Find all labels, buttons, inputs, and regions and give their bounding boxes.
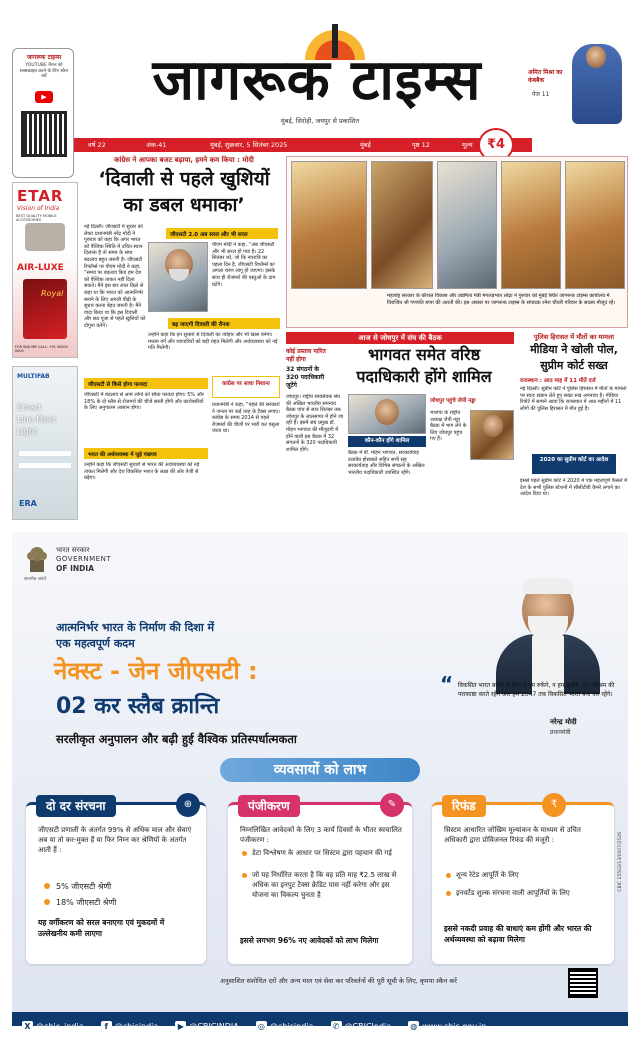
masthead-promo (528, 44, 628, 128)
nadda-photo (470, 410, 514, 460)
bhagwat-photo (348, 394, 426, 434)
light-bar-product (19, 451, 71, 456)
multifab-brand: MULTIFAB (17, 373, 50, 380)
social-website[interactable] (408, 1021, 486, 1032)
multifab-line-3: Light (17, 427, 37, 436)
benefits-title: व्यवसायों को लाभ (220, 758, 420, 782)
rss-who-title: कौन-कौन होंगे शामिल (348, 436, 426, 447)
benefit-card-1-bullet-2: 18% जीएसटी श्रेणी (56, 898, 117, 907)
social-website-url: www.cbic.gov.in (422, 1022, 487, 1031)
instagram-icon: ◎ (256, 1021, 267, 1032)
gst-box-5-title: भारत की अर्थव्यवस्था में जुड़े पंखपत्र (84, 448, 208, 459)
gov-line-2: GOVERNMENT (56, 555, 112, 563)
right-kicker: पुलिस हिरासत में मौतों का मामला (533, 333, 615, 341)
etar-tagline: Vision of India (17, 205, 60, 212)
social-instagram-handle: @cbicindia (269, 1022, 314, 1031)
etar-product-name-2: Royal (41, 289, 64, 298)
photo-story-caption: महाराष्ट्र सरकार के कौशल विकास और उद्यमिता मंत्री मंगलप्रभात लोढ़ा ने गुरुवार को मुंबई स्थित जागरूक टाइम्स कार्यालय में विराजित श्री गणपति बप्पा की आरती की। इस अवसर पर जागरूक टाइम्स के संपादक रमेश चौधरी परिवार के सदस्य मौजूद रहे। (387, 293, 616, 306)
ad-footnote: अनुसाशित संशोधित दरों और अन्य माल एवं सेवा कर परिवर्तनों की पूरी सूची के लिए, कृपया स्कैन करें (220, 977, 457, 985)
social-youtube[interactable] (175, 1021, 238, 1032)
gst-box-3 (84, 378, 208, 442)
emblem-icon (26, 544, 48, 574)
benefit-card-1-footer: यह वर्गीकरण को सरल बनाएगा एवं मुकदमों में उल्लेखनीय कमी लाएगा (38, 918, 165, 938)
social-whatsapp[interactable] (331, 1021, 392, 1032)
gst-box-2-title: बढ़ जाएगी दिवाली की रौनक (168, 318, 280, 329)
gst-box-1-body: पीएम मोदी ने कहा, “अब जीएसटी और भी सरल हो गया है। 22 सितंबर को, जो कि नवरात्रि का पहला दिन है, जीएसटी रिफॉर्म्स का अगला चरण लागू हो जाएगा। इसके साथ ही रोजमर्रा की वस्तुओं के दाम घटेंगे। (212, 242, 276, 288)
issue-year: वर्ष 22 (88, 141, 106, 149)
benefit-card-2-footer: इससे लगभग 96% नए आवेदकों को लाभ मिलेगा (240, 936, 379, 945)
issue-price-label: मूल्य (462, 141, 473, 149)
benefit-card-3-footer: इससे नकदी प्रवाह की बाधाएं कम होंगी और भारत की अर्थव्यवस्था को बढ़ावा मिलेगा (444, 924, 592, 944)
social-whatsapp-handle: @CBICIndia (344, 1022, 392, 1031)
social-instagram[interactable] (256, 1021, 314, 1032)
gst-box-3-body: जीएसटी में बदलाव से आम लोगों को सीधा फायदा होगा। 5% और 18% के दो स्लैब से रोजमर्रा की चीजें सस्ती होंगी और कारोबारियों के लिए अनुपालन आसान होगा। (84, 392, 204, 412)
pm-portrait-hair (522, 578, 574, 594)
social-x[interactable] (22, 1021, 84, 1032)
x-icon: X (22, 1021, 33, 1032)
ad-tagline: सरलीकृत अनुपालन और बढ़ी हुई वैश्विक प्रतिस्पर्धात्मकता (56, 732, 297, 746)
gst-ad[interactable] (12, 532, 628, 1012)
benefit-card-1-bullet-1: 5% जीएसटी श्रेणी (56, 882, 112, 891)
gst-box-3-title: जीएसटी से किसे होगा फायदा (84, 378, 208, 389)
youtube-icon: ▶ (35, 91, 53, 103)
gst-box-2 (148, 318, 280, 374)
gst-box-1-title: जीएसटी 2.0 अब सरल और भी सरल (166, 228, 278, 239)
etar-subtitle: BEST QUALITY MOBILE ACCESSORIES (16, 214, 57, 222)
benefit-card-3-bullet-2: इनवर्टेड शुल्क संरचना वाली आपूर्तियों के लिए (456, 889, 570, 897)
ad-quote: विकसित भारत बनाने के लिए न हम रुकेंगे, न हम झुकेंगे, हम परिश्रम की पराकाष्ठा करते रहेंगे और हम 2047 तक विकसित भारत बना कर रहेंगे। (458, 682, 615, 698)
rss-headline-line-1: भागवत समेत वरिष्ठ (367, 345, 481, 364)
benefit-card-registration (228, 799, 412, 964)
gst-box-1 (166, 228, 278, 316)
ad-quote-title: प्रधानमंत्री (550, 729, 571, 736)
right-box-title: 2020 का सुप्रीम कोर्ट का आदेश (532, 454, 616, 474)
bullet-dot-icon (446, 891, 451, 896)
benefit-card-2-title: पंजीकरण (238, 795, 300, 817)
ganpati-photo-3 (565, 161, 625, 289)
right-subhead: राजस्थान : आठ माह में 11 मौतें दर्ज (520, 378, 596, 384)
facebook-icon: f (101, 1021, 112, 1032)
rss-who-body: बैठक में डॉ. मोहन भागवत, सरकार्यवाह दत्तात्रेय होसबाले सहित सभी सह सरकार्यवाह और विभिन्न संगठनों के अखिल भारतीय पदाधिकारी उपस्थित रहेंगे। (348, 450, 425, 476)
right-box-body: इससे पहले सुप्रीम कोर्ट ने 2020 में एक महत्वपूर्ण फैसले में देश के सभी पुलिस स्टेशनों में सीसीटीवी कैमरे लगाने का आदेश दिया था। (520, 478, 628, 498)
qr-promo (12, 48, 74, 178)
qr-promo-text: YOUTUBE चैनल को सब्सक्राइब करने के लिए स्कैन करें (19, 63, 69, 79)
etar-contact: FOR INQUIRY CALL: +91 00000 0000 (15, 345, 68, 353)
issue-price: ₹4 (478, 128, 514, 162)
rss-headline-line-2: पदाधिकारी होंगे शामिल (356, 367, 492, 386)
light-bar-product-2 (19, 463, 71, 468)
rss-point-1: कोई प्रस्ताव पारित नहीं होगा (286, 348, 326, 363)
ad-intro-line-2: एक महत्वपूर्ण कदम (56, 637, 135, 650)
photo-story (286, 156, 628, 328)
gst-box-4 (212, 376, 280, 526)
globe-icon: ◍ (408, 1021, 419, 1032)
bullet-dot-icon (242, 851, 247, 856)
etar-product-photo (25, 223, 65, 251)
benefit-card-1-body: जीएसटी प्रणाली के अंतर्गत 99% से अधिक माल और सेवाएं अब या तो कर-मुक्त हैं या फिर निम्न कर श्रेणियों के अंतर्गत आती हैं : (38, 826, 192, 854)
benefit-card-2-body: निम्नलिखित आवेदकों के लिए 3 कार्य दिवसों के भीतर स्वचालित पंजीकरण : (240, 826, 402, 844)
social-x-handle: @cbic_india (36, 1022, 84, 1031)
pm-portrait (482, 574, 612, 694)
social-bar (12, 1012, 628, 1031)
right-headline-line-2: सुप्रीम कोर्ट सख्त (540, 359, 608, 372)
bullet-dot-icon (44, 883, 50, 889)
promo-page: पेज 11 (532, 91, 550, 98)
ad-quote-name: नरेन्द्र मोदी (550, 718, 577, 726)
nadda-face (483, 415, 503, 437)
masthead-subtitle: मुंबई, सिरोही, जयपुर से प्रकाशित (280, 117, 360, 125)
benefit-card-2-bullet-1: डेटा विश्लेषण के आधार पर सिस्टम द्वारा पहचान की गई (252, 849, 392, 857)
benefit-card-3-body: सिस्टम आधारित जोखिम मूल्यांकन के माध्यम से उचित अधिकारी द्वारा प्रोविजनल रिफंड की मंजूरी : (444, 826, 581, 844)
benefit-card-refund (432, 799, 614, 964)
benefit-card-3-bullet-1: शून्य रेटेड आपूर्ति के लिए (456, 871, 519, 879)
gov-line-3: OF INDIA (56, 564, 94, 573)
multifab-line-2: Line Meet (17, 415, 57, 424)
issue-pages: पृष्ठ 12 (412, 141, 430, 149)
etar-product-box (23, 279, 67, 339)
qr-code[interactable] (21, 111, 67, 157)
ganpati-photo-1 (291, 161, 367, 289)
aarti-photo (371, 161, 433, 289)
rss-point-2: 32 संगठनों के 320 पदाधिकारी जुटेंगे (286, 366, 325, 389)
issue-city: मुंबई (360, 141, 371, 149)
gst-box-5-body: उन्होंने कहा कि जीएसटी सुधारों से भारत की अर्थव्यवस्था को नई ताकत मिलेगी और देश विकसित भारत के लक्ष्य की ओर तेजी से बढ़ेगा। (84, 462, 200, 482)
multifab-ad[interactable] (12, 366, 78, 520)
benefit-card-two-rate (26, 799, 206, 964)
bullet-dot-icon (44, 899, 50, 905)
gst-box-5 (84, 448, 208, 526)
lead-kicker: कांग्रेस ने आपका बजट बढ़ाया, हमने कम किया : मोदी (114, 156, 254, 164)
benefit-card-1-title: दो दर संरचना (36, 795, 116, 817)
ganpati-photo-2 (501, 161, 561, 289)
lead-headline-line-1: ‘दिवाली से पहले खुशियों (98, 168, 270, 190)
bullet-dot-icon (446, 873, 451, 878)
social-facebook-handle: @cbicindia (114, 1022, 159, 1031)
quote-mark-icon: “ (440, 672, 454, 696)
multifab-era: ERA (19, 499, 37, 508)
bullet-dot-icon (242, 873, 247, 878)
etar-brand: ETAR (17, 187, 64, 205)
lead-body: नई दिल्ली। जीएसटी में सुधार को लेकर प्रधानमंत्री नरेंद्र मोदी ने गुरुवार को कहा कि अगर भारत को वैश्विक स्थिति में उचित स्थान दिलाना है तो समय के साथ बदलाव बहुत जरूरी है। जीएसटी रिफॉर्म्स पर पीएम मोदी ने कहा, “समय पर बदलाव किए हम देश को वैश्विक ताकत नहीं दिला सकते। मैंने इस बार लाल किले से कहा था कि भारत को आत्मनिर्भर बनाने के लिए अगली पीढ़ी के सुधार करना बेहद जरूरी है। मैंने वादा किया था कि इस दिवाली और छठ पूजा से पहले खुशियों को दोगुना करेंगे। (84, 224, 146, 329)
issue-number: अंक-41 (146, 141, 167, 149)
lead-headline-line-2: का डबल धमाका’ (123, 194, 245, 216)
qr-label: जागरूक टाइम्स (26, 54, 62, 61)
footnote-qr-code[interactable] (568, 968, 598, 998)
gst-box-4-body: प्रधानमंत्री ने कहा, “पहले की सरकारों ने जनता पर कई तरह के टैक्स लगाए। कांग्रेस के समय 2014 से पहले रोजमर्रा की चीजों पर भारी कर वसूला जाता था। (212, 402, 280, 435)
right-headline-line-1: मीडिया ने खोली पोल, (530, 343, 618, 356)
benefit-card-3-icon: ₹ (542, 793, 566, 817)
gov-motto: सत्यमेव जयते (24, 577, 47, 582)
gst-box-4-title: कांग्रेस पर साधा निशाना (212, 376, 280, 398)
social-youtube-handle: @CBICINDIA (189, 1022, 239, 1031)
right-body: नई दिल्ली। सुप्रीम कोर्ट ने पुलिस हिरासत में मौतों के मामलों पर स्वतः संज्ञान लेते हुए सख्त रुख अपनाया है। मीडिया रिपोर्ट में सामने आया कि राजस्थान में आठ महीनों में 11 लोगों की पुलिस हिरासत में मौत हुई है। (520, 386, 627, 412)
social-facebook[interactable] (101, 1021, 159, 1032)
promo-name: अमित मिश्रा का कंबबैक (528, 69, 563, 84)
gst-box-2-body: उन्होंने कहा कि इन सुधारों से दिवाली का त्योहार और भी खास बनेगा। मध्यम वर्ग और व्यापारियों को बड़ी राहत मिलेगी और अर्थव्यवस्था को नई गति मिलेगी। (148, 332, 278, 352)
issue-date: मुंबई, शुक्रवार, 5 सितंबर 2025 (210, 141, 288, 149)
rss-body: जोधपुर। राष्ट्रीय स्वयंसेवक संघ की अखिल भारतीय समन्वय बैठक पांच से सात सितंबर तक जोधपुर के लालसागर में होने जा रही है। इसमें संघ प्रमुख डॉ. मोहन भागवत की मौजूदगी में होने वाली इस बैठक में 32 संगठनों के 320 पदाधिकारी शामिल होंगे। (286, 394, 344, 453)
rss-jp-body: भाजपा के राष्ट्रीय अध्यक्ष जेपी नड्डा बैठक में भाग लेने के लिए जोधपुर पहुंच गए हैं। (430, 410, 467, 443)
ad-headline: नेक्स्ट - जेन जीएसटी : (54, 657, 258, 685)
etar-product-name: AIR-LUXE (17, 263, 64, 273)
etar-ad[interactable] (12, 182, 78, 358)
ad-intro-line-1: आत्मनिर्भर भारत के निर्माण की दिशा में (56, 621, 215, 634)
rss-jp-title: जोधपुर पहुंचे जेपी नड्डा (430, 398, 476, 404)
gov-line-1: भारत सरकार (56, 546, 90, 554)
multifab-line-1: Smart (17, 403, 42, 412)
ad-subheadline: 02 कर स्लैब क्रान्ति (56, 694, 220, 719)
benefit-card-2-bullet-2: जो यह निर्धारित करता है कि वह प्रति माह ₹2.5 लाख से अधिक का इनपुट टैक्स क्रेडिट पास नहीं करेगा और इस योजना का विकल्प चुनता है (252, 871, 397, 899)
ad-code: CBIC 15502/13/0007/2526 (618, 832, 623, 892)
benefit-card-3-title: रिफंड (442, 795, 486, 817)
whatsapp-icon: ✆ (331, 1021, 342, 1032)
benefit-card-2-icon: ✎ (380, 793, 404, 817)
rss-kicker: आज से जोधपुर में संघ की बैठक (286, 332, 514, 344)
group-photo (437, 161, 497, 289)
benefit-card-1-icon: ⊕ (176, 793, 200, 817)
masthead-title: जागरूक टाइम्स (152, 48, 482, 113)
bhagwat-face (375, 399, 399, 425)
youtube-icon: ▶ (175, 1021, 186, 1032)
cricketer-face (586, 46, 606, 68)
